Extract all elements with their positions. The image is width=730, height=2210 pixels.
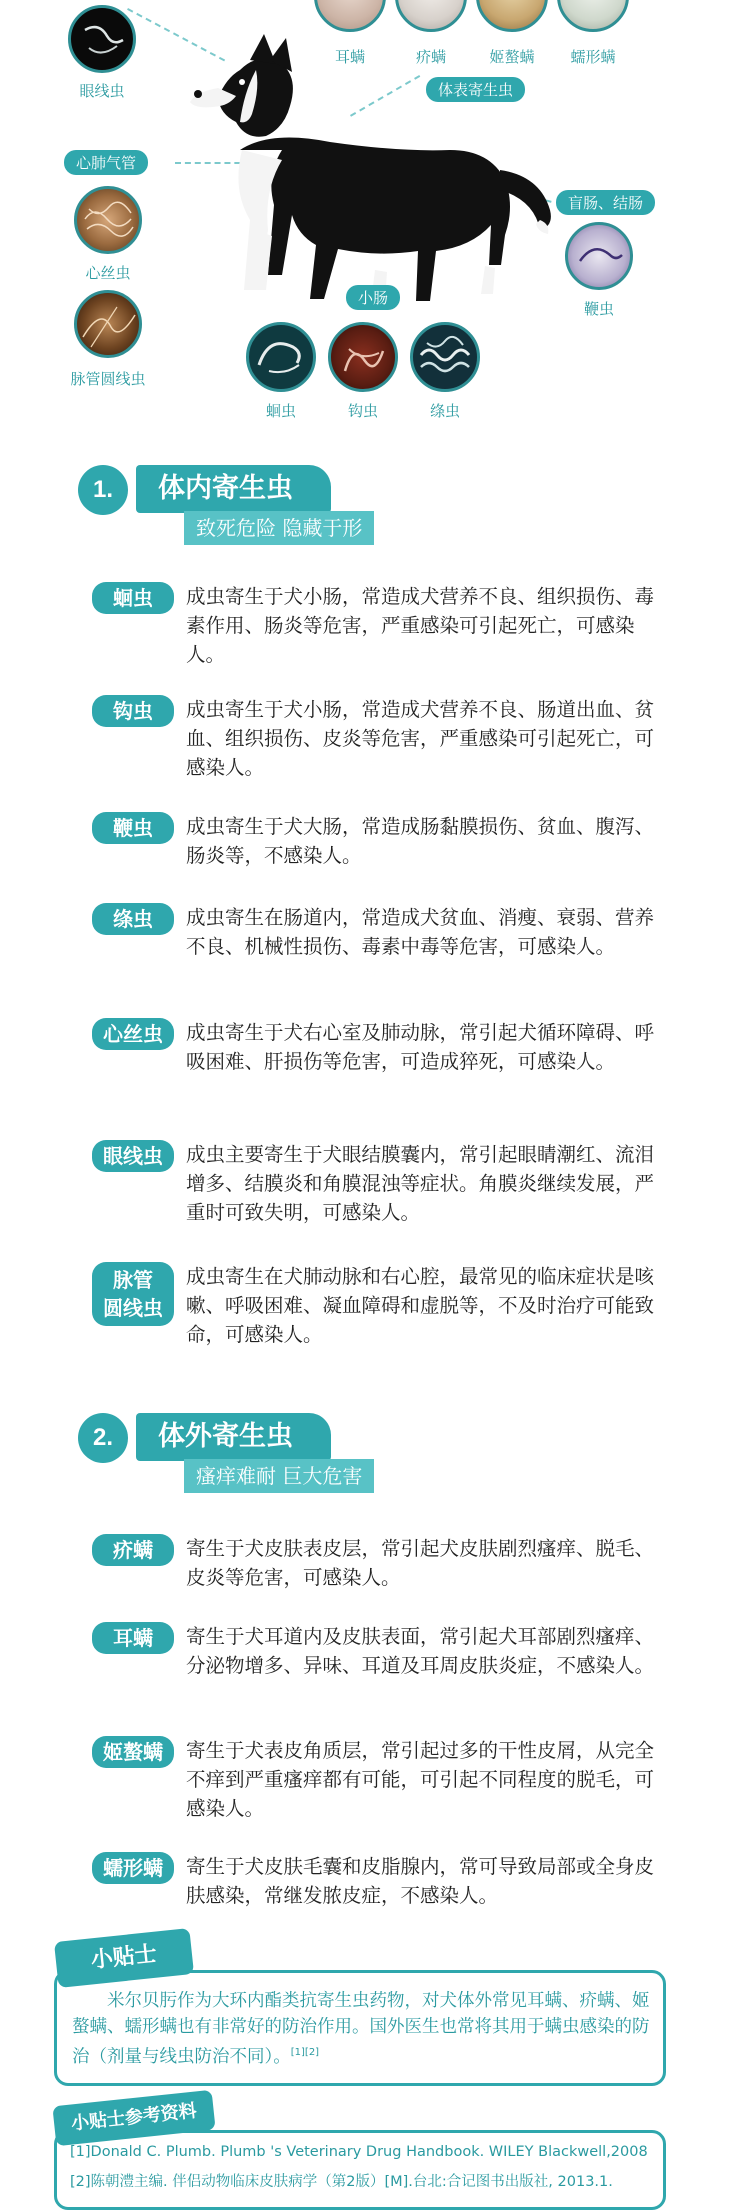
scabies-mite-icon [395,0,467,32]
roundworm-label: 蛔虫 [265,402,296,420]
ear-mite-label: 耳螨 [334,48,365,66]
parasite-tag: 姬螯螨 [92,1736,174,1768]
parasite-description: 成虫寄生在肠道内，常造成犬贫血、消瘦、衰弱、营养不良、机械性损伤、毒素中毒等危害，可感染人。 [186,906,655,958]
heartworm-label: 心丝虫 [85,264,131,282]
angiostrongylus-label: 脉管圆线虫 [70,370,146,388]
hookworm-icon [328,322,398,392]
parasite-description: 寄生于犬耳道内及皮肤表面，常引起犬耳部剧烈瘙痒、分泌物增多、异味、耳道及耳周皮肤炎症，不感染人。 [186,1625,655,1677]
parasite-description: 成虫主要寄生于犬眼结膜囊内，常引起眼睛潮红、流泪增多、结膜炎和角膜混浊等症状。角膜炎继续发展，严重时可致失明，可感染人。 [186,1143,655,1224]
tip-label: 小贴士 [54,1928,194,1988]
demodex-mite-label: 蠕形螨 [570,48,616,66]
parasite-description: 成虫寄生于犬小肠，常造成犬营养不良、肠道出血、贫血、组织损伤、皮炎等危害，严重感染可引起死亡，可感染人。 [186,698,655,779]
eye-worm-icon [68,5,136,73]
reference-item: [2]陈朝澧主编. 伴侣动物临床皮肤病学（第2版）[M].台北:合记图书出版社, 2013.1. [70,2174,613,2190]
whipworm-label: 鞭虫 [583,300,614,318]
parasite-tag: 疥螨 [92,1534,174,1566]
parasite-description: 寄生于犬皮肤表皮层，常引起犬皮肤剧烈瘙痒、脱毛、皮炎等危害，可感染人。 [186,1537,655,1589]
angiostrongylus-icon [74,290,142,358]
parasite-tag: 鞭虫 [92,812,174,844]
demodex-mite-icon [557,0,629,32]
tip-citation: [1][2] [290,2047,320,2058]
tip-body: 米尔贝肟作为大环内酯类抗寄生虫药物，对犬体外常见耳螨、疥螨、姬螯螨、蠕形螨也有非常好的防治作用。国外医生也常将其用于螨虫感染的防治（剂量与线虫防治不同）。 [72,1991,650,2067]
tapeworm-label: 绦虫 [429,402,460,420]
parasite-description: 成虫寄生于犬大肠，常造成肠黏膜损伤、贫血、腹泻、肠炎等，不感染人。 [186,815,655,867]
parasite-tag: 眼线虫 [92,1140,174,1172]
reference-item: [1]Donald C. Plumb. Plumb 's Veterinary Drug Handbook. WILEY Blackwell,2008 [70,2144,648,2160]
section-subtitle: 瘙痒难耐 巨大危害 [184,1459,374,1493]
section-subtitle: 致死危险 隐藏于形 [184,511,374,545]
body-surface-parasite-pill: 体表寄生虫 [426,77,525,102]
parasite-description: 成虫寄生在犬肺动脉和右心腔，最常见的临床症状是咳嗽、呼吸困难、凝血障碍和虚脱等，不及时治疗可能致命，可感染人。 [186,1265,655,1346]
section-title: 体内寄生虫 [136,465,331,513]
whipworm-icon [565,222,633,290]
section-number: 1. [78,465,128,515]
parasite-description: 寄生于犬表皮角质层，常引起过多的干性皮屑，从完全不痒到严重瘙痒都有可能，可引起不同程度的脱毛，可感染人。 [186,1739,655,1820]
parasite-description: 寄生于犬皮肤毛囊和皮脂腺内，常可导致局部或全身皮肤感染，常继发脓皮症，不感染人。 [186,1855,655,1907]
cardio-pulmonary-pill: 心肺气管 [64,150,148,175]
tapeworm-icon [410,322,480,392]
references-label: 小贴士参考资料 [52,2090,215,2147]
parasite-tag: 蛔虫 [92,582,174,614]
section-title: 体外寄生虫 [136,1413,331,1461]
cheyletiella-mite-icon [476,0,548,32]
eye-worm-label: 眼线虫 [79,82,125,100]
cecum-colon-pill: 盲肠、结肠 [556,190,655,215]
scabies-mite-label: 疥螨 [415,48,446,66]
parasite-tag: 心丝虫 [92,1018,174,1050]
tip-text [72,1988,656,2070]
parasite-tag: 钩虫 [92,695,174,727]
roundworm-icon [246,322,316,392]
parasite-tag: 耳螨 [92,1622,174,1654]
section-number: 2. [78,1413,128,1463]
parasite-description: 成虫寄生于犬小肠，常造成犬营养不良、组织损伤、毒素作用、肠炎等危害，严重感染可引起死亡，可感染人。 [186,585,655,666]
heartworm-icon [74,186,142,254]
parasite-tag: 蠕形螨 [92,1852,174,1884]
ear-mite-icon [314,0,386,32]
parasite-diagram [0,0,730,430]
hookworm-label: 钩虫 [347,402,378,420]
small-intestine-pill: 小肠 [346,285,400,310]
parasite-tag: 绦虫 [92,903,174,935]
cheyletiella-mite-label: 姬螯螨 [489,48,535,66]
parasite-tag: 脉管 圆线虫 [92,1262,174,1326]
parasite-description: 成虫寄生于犬右心室及肺动脉，常引起犬循环障碍、呼吸困难、肝损伤等危害，可造成猝死，可感染人。 [186,1021,655,1073]
